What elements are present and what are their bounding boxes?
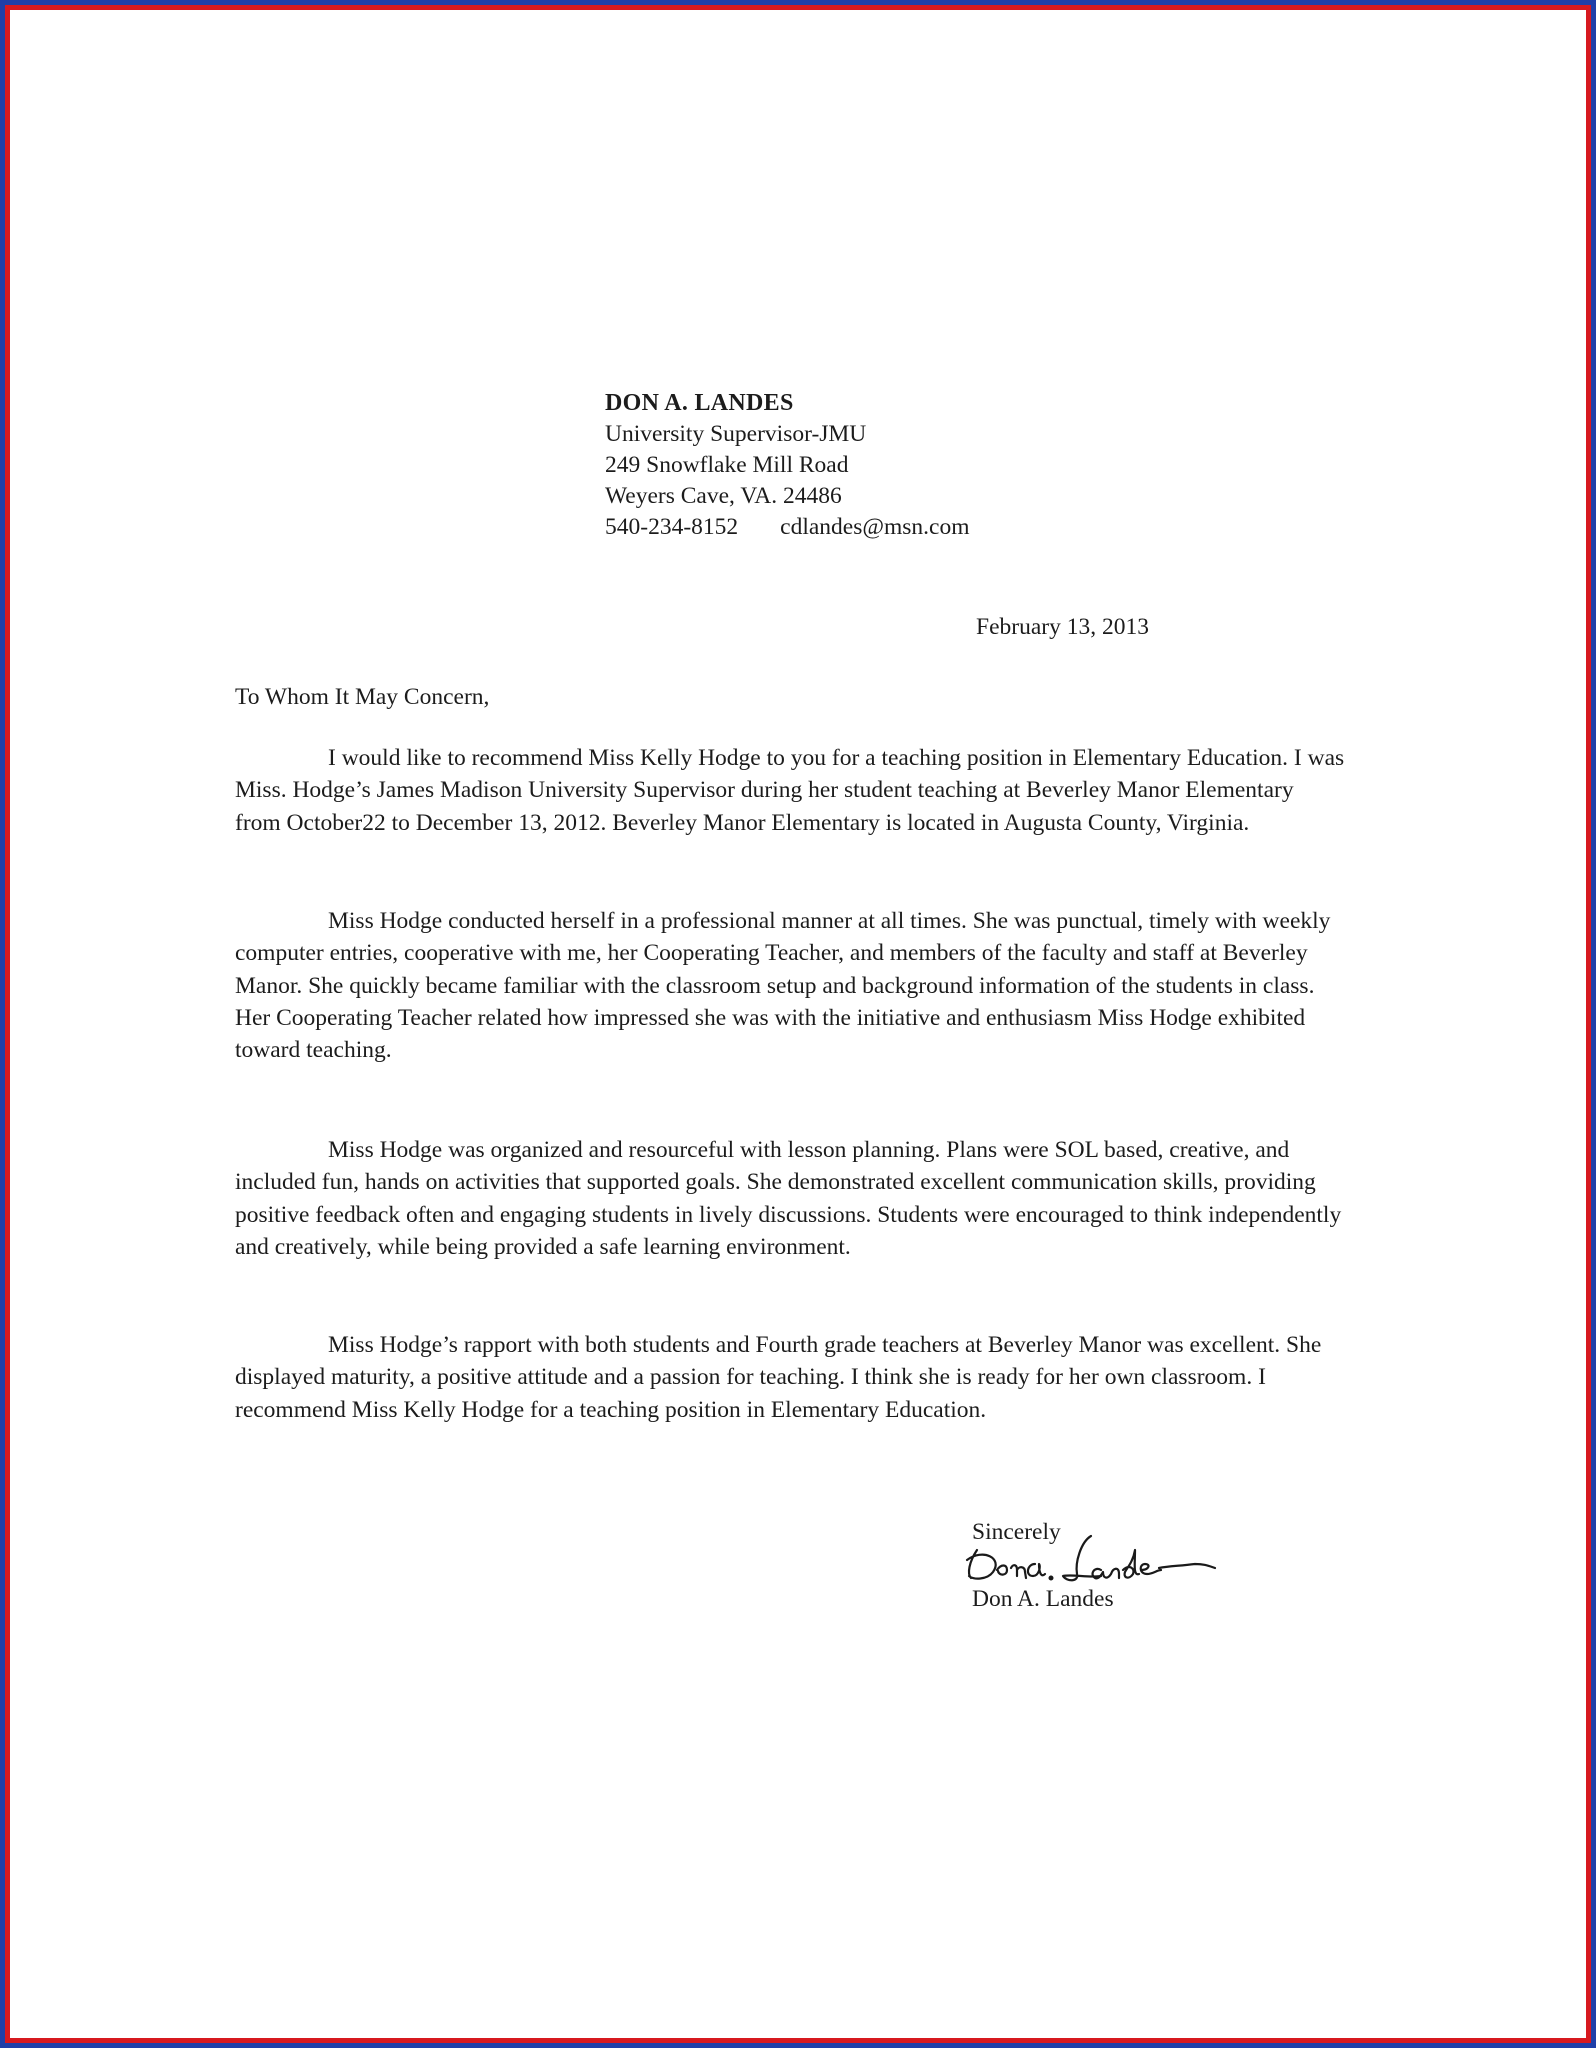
- body-paragraph-3: Miss Hodge was organized and resourceful with lesson planning. Plans were SOL based, creative, and included fun, hands on activities that supported goals. She demonstrated excellent communication skills, providing positive feedback often and engaging students in lively discussions. Students were encouraged to think independently and creatively, while being provided a safe learning environment.: [235, 1137, 1342, 1260]
- sender-phone: 540-234-8152: [605, 514, 739, 540]
- body-paragraph-4: Miss Hodge’s rapport with both students and Fourth grade teachers at Beverley Manor was excellent. She displayed maturity, a positive attitude and a passion for teaching. I think she is ready for her own classroom. I recommend Miss Kelly Hodge for a teaching position in Elementary Education.: [235, 1332, 1322, 1423]
- sender-email: cdlandes@msn.com: [780, 514, 970, 540]
- body-paragraph-1: I would like to recommend Miss Kelly Hodge to you for a teaching position in Elementary Education. I was Miss. Hodge’s James Madison University Supervisor during her student teaching at Beverley Manor Elementary from October22 to December 13, 2012. Beverley Manor Elementary is located in Augusta County, Virginia.: [235, 745, 1345, 836]
- letterhead: [605, 388, 970, 543]
- sender-contact: [605, 512, 970, 543]
- body-paragraph-2: Miss Hodge conducted herself in a professional manner at all times. She was punctual, timely with weekly computer entries, cooperative with me, her Cooperating Teacher, and members of the faculty and staff at Beverley Manor. She quickly became familiar with the classroom setup and background information of the students in class. Her Cooperating Teacher related how impressed she was with the initiative and enthusiasm Miss Hodge exhibited toward teaching.: [235, 908, 1331, 1064]
- sender-name: DON A. LANDES: [605, 390, 794, 416]
- closing: Sincerely: [972, 1519, 1061, 1545]
- signed-name: Don A. Landes: [972, 1586, 1114, 1612]
- sender-address-line1: 249 Snowflake Mill Road: [605, 452, 849, 478]
- handwritten-signature: [963, 1522, 1243, 1590]
- letter-date: February 13, 2013: [976, 614, 1149, 640]
- sender-address-line2: Weyers Cave, VA. 24486: [605, 483, 842, 509]
- sender-title: University Supervisor-JMU: [605, 421, 867, 447]
- salutation: To Whom It May Concern,: [235, 684, 490, 710]
